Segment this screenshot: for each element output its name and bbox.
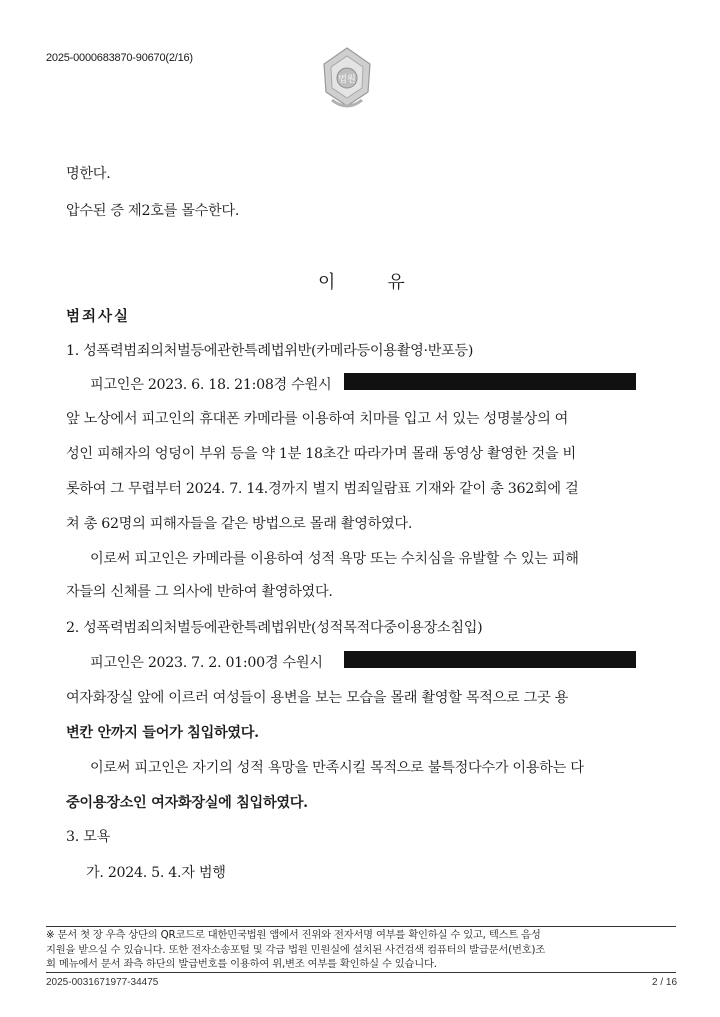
crime-facts-heading: 범죄사실: [66, 309, 131, 325]
text-line: 롯하여 그 무렵부터 2024. 7. 14.경까지 별지 범죄일람표 기재와 같이 총 362회에 걸: [66, 481, 579, 497]
text-line: 피고인은 2023. 7. 2. 01:00경 수원시: [90, 655, 323, 671]
text-line: 앞 노상에서 피고인의 휴대폰 카메라를 이용하여 치마를 입고 서 있는 성명불상의 여: [66, 411, 569, 427]
redaction-bar: [344, 373, 636, 390]
text-line: 변칸 안까지 들어가 침입하였다.: [66, 725, 259, 741]
verification-notice: [46, 926, 676, 973]
issue-number: 2025-0031671977-34475: [46, 977, 159, 988]
document-id: 2025-0000683870-90670(2/16): [46, 52, 193, 64]
notice-line: 회 메뉴에서 문서 좌측 하단의 발급번호를 이용하여 위,변조 여부를 확인하실 수 있습니다.: [46, 958, 437, 970]
section-title: [318, 268, 405, 294]
section-1-heading: 1. 성폭력범죄의처벌등에관한특례법위반(카메라등이용촬영·반포등): [66, 343, 474, 359]
title-char: 이: [318, 272, 336, 293]
text-line: 명한다.: [66, 166, 111, 182]
seal-text: 법원: [338, 75, 356, 85]
redaction-bar: [344, 651, 636, 668]
text-line: 이로써 피고인은 자기의 성적 욕망을 만족시킬 목적으로 불특정다수가 이용하는 다: [90, 760, 584, 776]
section-3-heading: 3. 모욕: [66, 829, 110, 845]
text-line: 중이용장소인 여자화장실에 침입하였다.: [66, 795, 308, 811]
page-number: 2 / 16: [652, 977, 678, 988]
text-line: 성인 피해자의 엉덩이 부위 등을 약 1분 18초간 따라가며 몰래 동영상 촬영한 것을 비: [66, 446, 576, 462]
text-line: 여자화장실 앞에 이르러 여성들이 용변을 보는 모습을 몰래 촬영할 목적으로 그곳 용: [66, 690, 569, 706]
notice-line: ※ 문서 첫 장 우측 상단의 QR코드로 대한민국법원 앱에서 진위와 전자서명 여부를 확인하실 수 있고, 텍스트 음성: [46, 929, 541, 941]
notice-line: 지원을 받으실 수 있습니다. 또한 전자소송포털 및 각급 법원 민원실에 설치된 사건검색 컴퓨터의 발급문서(번호)조: [46, 943, 546, 956]
text-line: 이로써 피고인은 카메라를 이용하여 성적 욕망 또는 수치심을 유발할 수 있는 피해: [90, 551, 579, 567]
section-2-heading: 2. 성폭력범죄의처벌등에관한특례법위반(성적목적다중이용장소침입): [66, 620, 483, 636]
text-line: 피고인은 2023. 6. 18. 21:08경 수원시: [90, 377, 332, 393]
subsection-heading: 가. 2024. 5. 4.자 범행: [86, 865, 226, 881]
text-line: 쳐 총 62명의 피해자들을 같은 방법으로 몰래 촬영하였다.: [66, 516, 413, 532]
text-line: 압수된 증 제2호를 몰수한다.: [66, 203, 240, 219]
title-char: 유: [387, 272, 405, 293]
text-line: 자들의 신체를 그 의사에 반하여 촬영하였다.: [66, 584, 333, 600]
court-seal-icon: [318, 42, 376, 116]
